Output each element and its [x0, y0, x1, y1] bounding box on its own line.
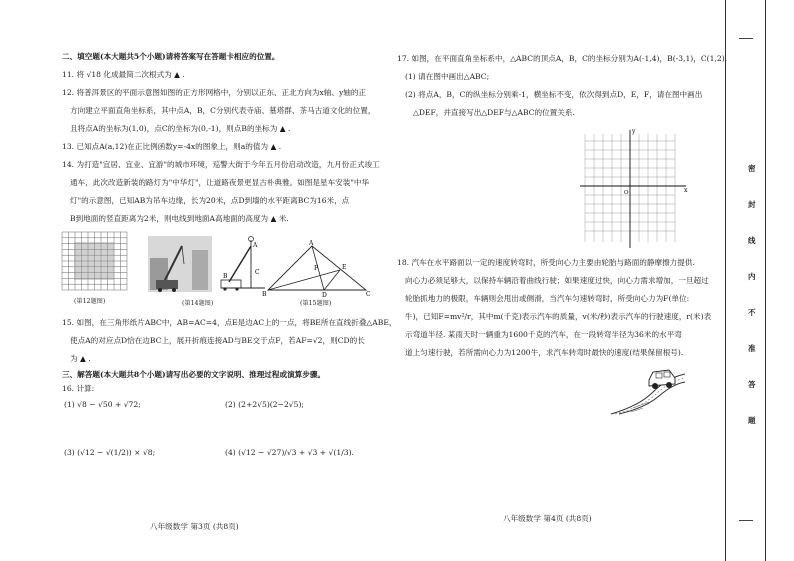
binding-char: 内 — [748, 272, 756, 281]
y-axis-label: y — [632, 128, 636, 135]
q14-line2: 通车，此次改造新装的路灯为"中华灯"，让道路夜景更显古朴典雅。如图是星车安装"中华 — [70, 178, 370, 187]
map-shading — [74, 242, 114, 280]
q11: 11. 将 √18 化成最简二次根式为 ▲ . — [62, 70, 185, 79]
binding-line-right — [765, 0, 766, 561]
q17-part1: (1) 请在图中画出△ABC; — [405, 72, 490, 81]
tri-label-d: D — [322, 292, 327, 298]
q15-line3: 为 ▲ . — [70, 354, 91, 363]
q17-line1: 17. 如图，在平面直角坐标系中，△ABC的顶点A，B，C的坐标分别为A(-1,4)，B(-3,1)，C(1,2). — [397, 54, 728, 63]
tri-label-f: F — [314, 265, 319, 272]
q12-caption: (第12题图) — [74, 298, 106, 305]
q17-part2-line1: (2) 将点A，B，C的纵坐标分别乘-1，横坐标不变，依次得到点D，E，F，请在图中画出 — [405, 90, 703, 99]
q12-line2: 方向建立平面直角坐标系，其中点A，B，C分别代表寺庙、墓塔群、茶马古道文化的位置， — [70, 106, 376, 115]
binding-char: 密 — [748, 164, 756, 173]
binding-char: 准 — [748, 344, 756, 353]
q13: 13. 已知点A(a,12)在正比例函数y=-4x的图象上，则a的值为 ▲ . — [62, 142, 282, 151]
q14-caption: (第14题图) — [182, 300, 214, 307]
q16-part2: (2) (2+2√5)(2−2√5); — [225, 400, 304, 409]
x-axis-label: x — [684, 187, 688, 194]
q18-line1: 18. 汽车在水平路面以一定的速度转弯时，所受向心力主要由轮胎与路面的静摩擦力提供. — [397, 258, 695, 267]
tri-label-b: B — [262, 291, 267, 298]
q18-line3: 轮胎抓地力的极限，车辆则会甩出或侧滑，当汽车匀速转弯时，所受向心力为F(单位: — [405, 294, 690, 303]
right-page-footer: 八年级数学 第4页 (共8页) — [503, 514, 592, 523]
binding-tick — [739, 520, 753, 521]
q14-line3: 灯"的示意图，已知AB为吊车边缘，长为20米，点D到墙的水平距离BC为16米，点 — [70, 196, 350, 205]
q14-line1: 14. 为打造"宜居、宜业、宜游"的城市环境，巡警大街于今年五月份启动改造，九月份正式竣工 — [62, 160, 380, 169]
tri-label-c: C — [366, 291, 371, 298]
q14-crane-diagram — [215, 234, 267, 294]
q17-part2-line2: △DEF，并直接写出△DEF与△ABC的位置关系. — [413, 108, 575, 117]
binding-tick — [739, 38, 753, 39]
q17-coordinate-grid — [580, 126, 690, 250]
crane-label-b: B — [223, 273, 228, 280]
origin-label: O — [624, 190, 629, 196]
binding-char: 不 — [748, 308, 756, 317]
q16-part3: (3) (√12 − √(1/2)) × √8; — [64, 448, 156, 457]
tri-label-a: A — [309, 240, 314, 247]
q18-line5: 示弯道半径. 某雨天时一辆重为1600千克的汽车，在一段转弯半径为36米的水平弯 — [405, 330, 682, 339]
q15-line1: 15. 如图，在三角形纸片ABC中，AB=AC=4，点E是边AC上的一点，将BE所在直线折叠△ABE， — [62, 318, 397, 327]
q18-line6: 道上匀速行驶，若所需向心力为1200牛，求汽车转弯时最快的速度(结果保留根号). — [405, 348, 684, 357]
q14-crane-photo — [148, 236, 212, 292]
q12-grid-figure — [60, 230, 130, 292]
right-page — [385, 0, 728, 561]
q12-line1: 12. 将普洱景区的平面示意图如图的正方形网格中，分别以正东、正北方向为x轴、y轴的正 — [62, 88, 367, 97]
q18-line2: 向心力必须足够大，以保持车辆沿着曲线行驶；如果速度过快，向心力需求增加，一旦超过 — [405, 276, 709, 285]
q15-triangle-figure — [262, 240, 372, 298]
crane-label-c: C — [255, 269, 260, 276]
binding-char: 封 — [748, 200, 756, 209]
crane-label-a: A — [253, 242, 258, 249]
q16-part4: (4) (√12 − √27)/√3 + √3 + √(1/3). — [225, 448, 354, 457]
q18-car-figure — [609, 362, 687, 416]
q16-heading: 16. 计算: — [62, 384, 95, 393]
q15-line2: 使点A的对应点D恰在边BC上，展开折痕连接AD与BE交于点F，若AF=√2，则CD的长 — [70, 336, 365, 345]
section-2-heading: 二、填空题(本大题共5个小题)请将答案写在答题卡相应的位置。 — [62, 52, 280, 61]
tri-label-e: E — [342, 264, 347, 271]
binding-char: 题 — [748, 416, 756, 425]
q18-line4: 牛)，已知F=mv²/r，其中m(千克)表示汽车的质量，v(米/秒)表示汽车的行驶速度，r(米)表 — [405, 312, 712, 321]
binding-char: 线 — [748, 236, 756, 245]
q14-line4: B到地面的竖直距离为2米，则电线到地面A高地面的高度为 ▲ 米. — [70, 214, 289, 223]
q15-caption: (第15题图) — [300, 300, 332, 307]
q16-part1: (1) √8 − √50 + √72; — [64, 400, 141, 409]
q12-line3: 且将点A的坐标为(1,0)，点C的坐标为(0,-1)，则点B的坐标为 ▲ . — [70, 124, 291, 133]
section-3-heading: 三、解答题(本大题共8个小题)请写出必要的文字说明、推理过程或演算步骤。 — [62, 370, 326, 379]
left-page-footer: 八年级数学 第3页 (共8页) — [150, 522, 239, 531]
binding-char: 答 — [748, 380, 756, 389]
binding-line-left — [725, 0, 726, 561]
